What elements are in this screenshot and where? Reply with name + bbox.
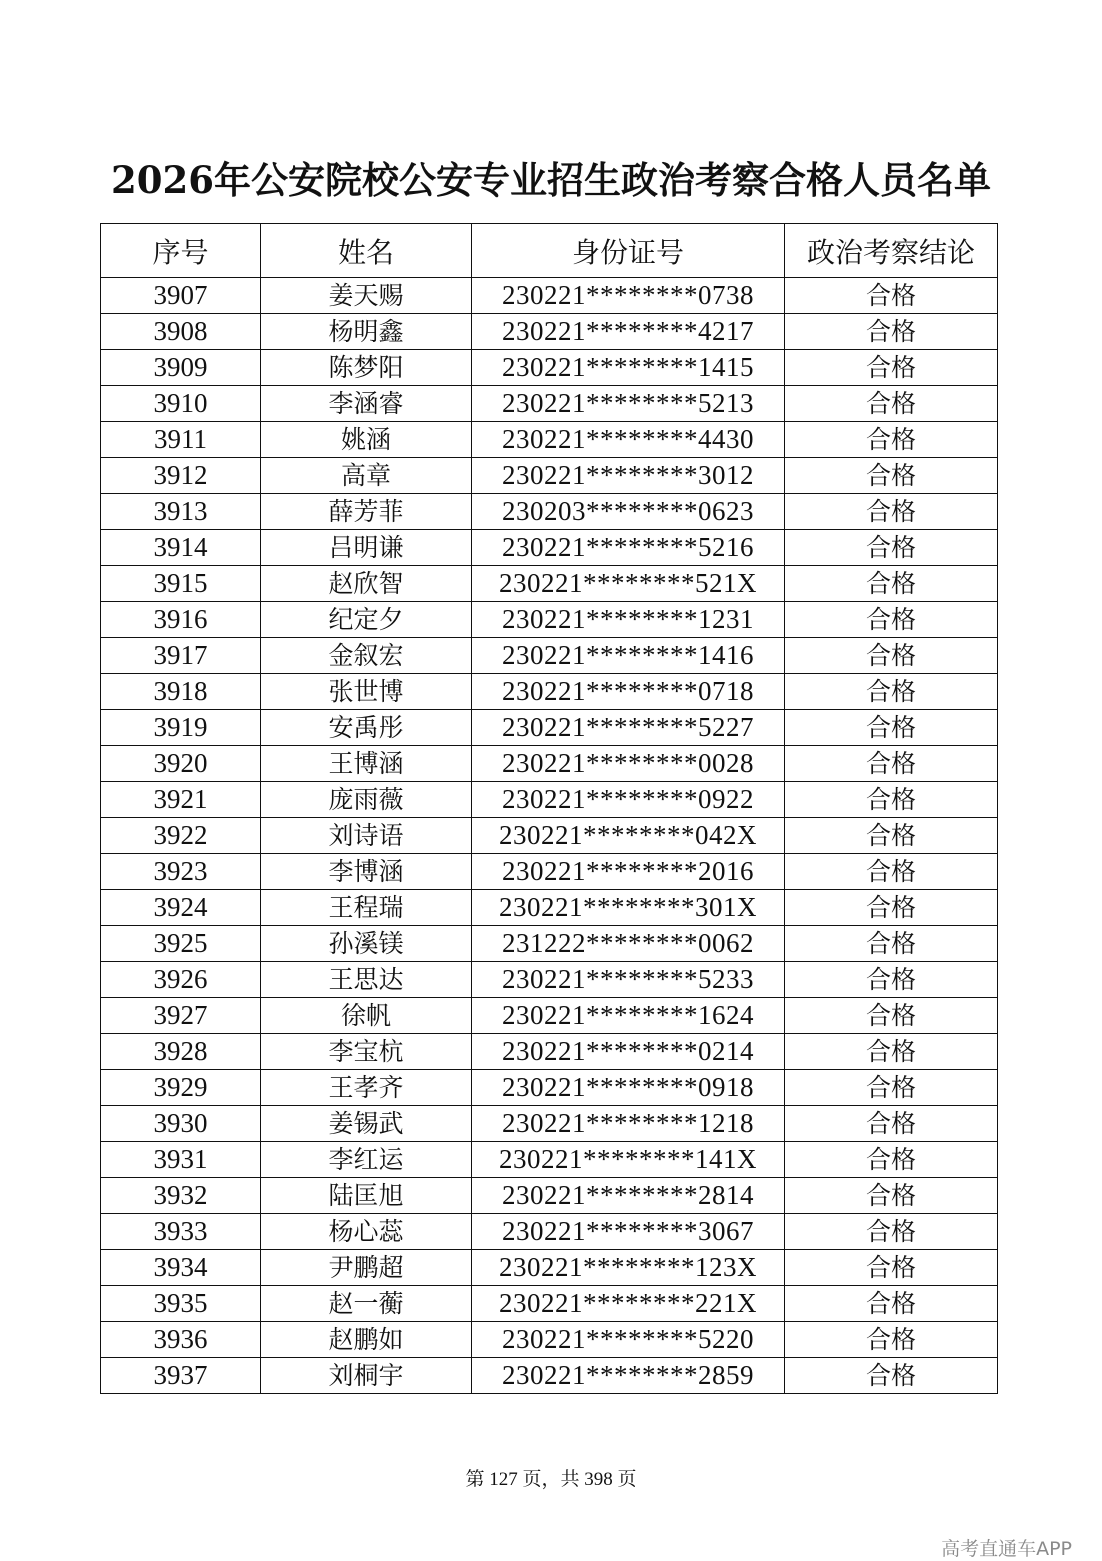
table-row (101, 278, 998, 314)
cell-id-number: 230221********123X (472, 1250, 785, 1286)
cell-id-number: 230221********221X (472, 1286, 785, 1322)
cell-id-number: 230221********1415 (472, 350, 785, 386)
cell-name: 李涵睿 (261, 386, 472, 422)
cell-result: 合格 (785, 1070, 998, 1106)
table-row (101, 998, 998, 1034)
cell-id-number: 230221********301X (472, 890, 785, 926)
cell-seq: 3912 (101, 458, 261, 494)
table-row (101, 350, 998, 386)
cell-seq: 3919 (101, 710, 261, 746)
table-row (101, 638, 998, 674)
table-row (101, 710, 998, 746)
cell-name: 金叙宏 (261, 638, 472, 674)
cell-result: 合格 (785, 854, 998, 890)
cell-name: 尹鹏超 (261, 1250, 472, 1286)
header-id-number: 身份证号 (472, 224, 785, 278)
cell-name: 王孝齐 (261, 1070, 472, 1106)
cell-name: 安禹彤 (261, 710, 472, 746)
table-row (101, 386, 998, 422)
table-row (101, 458, 998, 494)
cell-seq: 3934 (101, 1250, 261, 1286)
cell-seq: 3933 (101, 1214, 261, 1250)
table-row (101, 818, 998, 854)
cell-seq: 3932 (101, 1178, 261, 1214)
watermark: 高考直通车APP (941, 1538, 1072, 1560)
cell-name: 张世博 (261, 674, 472, 710)
table-row (101, 1358, 998, 1394)
cell-id-number: 230221********2859 (472, 1358, 785, 1394)
cell-result: 合格 (785, 422, 998, 458)
table-row (101, 854, 998, 890)
table-row (101, 926, 998, 962)
table-row (101, 530, 998, 566)
header-result: 政治考察结论 (785, 224, 998, 278)
cell-id-number: 230221********042X (472, 818, 785, 854)
cell-id-number: 230221********1416 (472, 638, 785, 674)
cell-id-number: 230221********1624 (472, 998, 785, 1034)
cell-seq: 3917 (101, 638, 261, 674)
cell-seq: 3929 (101, 1070, 261, 1106)
table-row (101, 1106, 998, 1142)
cell-id-number: 230221********5227 (472, 710, 785, 746)
cell-seq: 3910 (101, 386, 261, 422)
cell-name: 陈梦阳 (261, 350, 472, 386)
cell-result: 合格 (785, 782, 998, 818)
cell-name: 王思达 (261, 962, 472, 998)
cell-result: 合格 (785, 314, 998, 350)
cell-result: 合格 (785, 1286, 998, 1322)
table-body (101, 278, 998, 1394)
table-row (101, 890, 998, 926)
cell-id-number: 230221********141X (472, 1142, 785, 1178)
cell-name: 高章 (261, 458, 472, 494)
cell-id-number: 230221********0214 (472, 1034, 785, 1070)
cell-name: 姜天赐 (261, 278, 472, 314)
cell-result: 合格 (785, 710, 998, 746)
cell-seq: 3913 (101, 494, 261, 530)
table-row (101, 1250, 998, 1286)
cell-seq: 3921 (101, 782, 261, 818)
table-row (101, 1070, 998, 1106)
cell-seq: 3922 (101, 818, 261, 854)
cell-id-number: 230221********5213 (472, 386, 785, 422)
cell-name: 姜锡武 (261, 1106, 472, 1142)
cell-result: 合格 (785, 998, 998, 1034)
cell-id-number: 230221********2814 (472, 1178, 785, 1214)
cell-result: 合格 (785, 1178, 998, 1214)
cell-name: 李博涵 (261, 854, 472, 890)
cell-id-number: 230221********521X (472, 566, 785, 602)
cell-name: 纪定夕 (261, 602, 472, 638)
table-header-row (101, 224, 998, 278)
cell-result: 合格 (785, 818, 998, 854)
cell-id-number: 230221********4217 (472, 314, 785, 350)
cell-id-number: 230221********0028 (472, 746, 785, 782)
cell-name: 薛芳菲 (261, 494, 472, 530)
table-row (101, 1142, 998, 1178)
table-row (101, 674, 998, 710)
table-row (101, 782, 998, 818)
table-row (101, 1214, 998, 1250)
cell-name: 徐帆 (261, 998, 472, 1034)
cell-name: 赵一蘅 (261, 1286, 472, 1322)
cell-result: 合格 (785, 386, 998, 422)
cell-result: 合格 (785, 458, 998, 494)
cell-id-number: 230221********3012 (472, 458, 785, 494)
cell-result: 合格 (785, 350, 998, 386)
cell-result: 合格 (785, 926, 998, 962)
cell-seq: 3908 (101, 314, 261, 350)
cell-id-number: 230221********2016 (472, 854, 785, 890)
header-name: 姓名 (261, 224, 472, 278)
cell-name: 刘诗语 (261, 818, 472, 854)
cell-name: 王程瑞 (261, 890, 472, 926)
cell-result: 合格 (785, 1142, 998, 1178)
cell-seq: 3926 (101, 962, 261, 998)
cell-seq: 3914 (101, 530, 261, 566)
table-row (101, 602, 998, 638)
table-row (101, 422, 998, 458)
table-row (101, 1178, 998, 1214)
table-row (101, 1286, 998, 1322)
cell-id-number: 230221********1218 (472, 1106, 785, 1142)
cell-id-number: 230221********5233 (472, 962, 785, 998)
cell-name: 杨明鑫 (261, 314, 472, 350)
roster-table (100, 223, 998, 1394)
cell-result: 合格 (785, 1106, 998, 1142)
cell-result: 合格 (785, 674, 998, 710)
table-row (101, 314, 998, 350)
cell-result: 合格 (785, 1250, 998, 1286)
table-row (101, 1322, 998, 1358)
cell-id-number: 230221********3067 (472, 1214, 785, 1250)
header-seq: 序号 (101, 224, 261, 278)
cell-name: 李宝杭 (261, 1034, 472, 1070)
table-row (101, 962, 998, 998)
cell-result: 合格 (785, 746, 998, 782)
page-number: 第 127 页，共 398 页 (465, 1469, 637, 1490)
cell-result: 合格 (785, 530, 998, 566)
cell-id-number: 230221********4430 (472, 422, 785, 458)
cell-seq: 3925 (101, 926, 261, 962)
cell-id-number: 230221********0918 (472, 1070, 785, 1106)
table-row (101, 1034, 998, 1070)
cell-seq: 3931 (101, 1142, 261, 1178)
cell-result: 合格 (785, 890, 998, 926)
cell-id-number: 230221********0922 (472, 782, 785, 818)
cell-seq: 3927 (101, 998, 261, 1034)
cell-seq: 3935 (101, 1286, 261, 1322)
cell-name: 庞雨薇 (261, 782, 472, 818)
cell-seq: 3916 (101, 602, 261, 638)
cell-seq: 3909 (101, 350, 261, 386)
cell-id-number: 230203********0623 (472, 494, 785, 530)
cell-name: 赵欣智 (261, 566, 472, 602)
table-row (101, 494, 998, 530)
cell-seq: 3928 (101, 1034, 261, 1070)
cell-result: 合格 (785, 278, 998, 314)
cell-id-number: 230221********0738 (472, 278, 785, 314)
cell-result: 合格 (785, 962, 998, 998)
cell-seq: 3918 (101, 674, 261, 710)
cell-result: 合格 (785, 494, 998, 530)
cell-result: 合格 (785, 602, 998, 638)
cell-seq: 3936 (101, 1322, 261, 1358)
cell-name: 赵鹏如 (261, 1322, 472, 1358)
cell-name: 吕明谦 (261, 530, 472, 566)
page-title: 2026年公安院校公安专业招生政治考察合格人员名单 (111, 158, 991, 202)
cell-result: 合格 (785, 1214, 998, 1250)
cell-result: 合格 (785, 566, 998, 602)
cell-id-number: 230221********1231 (472, 602, 785, 638)
cell-name: 陆匡旭 (261, 1178, 472, 1214)
cell-name: 王博涵 (261, 746, 472, 782)
cell-id-number: 230221********0718 (472, 674, 785, 710)
cell-name: 刘桐宇 (261, 1358, 472, 1394)
cell-seq: 3937 (101, 1358, 261, 1394)
cell-seq: 3920 (101, 746, 261, 782)
cell-id-number: 231222********0062 (472, 926, 785, 962)
cell-seq: 3911 (101, 422, 261, 458)
cell-seq: 3915 (101, 566, 261, 602)
cell-seq: 3923 (101, 854, 261, 890)
cell-result: 合格 (785, 1322, 998, 1358)
table-row (101, 566, 998, 602)
cell-seq: 3930 (101, 1106, 261, 1142)
cell-result: 合格 (785, 1034, 998, 1070)
cell-seq: 3907 (101, 278, 261, 314)
cell-name: 姚涵 (261, 422, 472, 458)
cell-result: 合格 (785, 638, 998, 674)
cell-result: 合格 (785, 1358, 998, 1394)
cell-id-number: 230221********5216 (472, 530, 785, 566)
cell-name: 杨心蕊 (261, 1214, 472, 1250)
table-row (101, 746, 998, 782)
cell-name: 孙溪镁 (261, 926, 472, 962)
cell-name: 李红运 (261, 1142, 472, 1178)
cell-id-number: 230221********5220 (472, 1322, 785, 1358)
cell-seq: 3924 (101, 890, 261, 926)
